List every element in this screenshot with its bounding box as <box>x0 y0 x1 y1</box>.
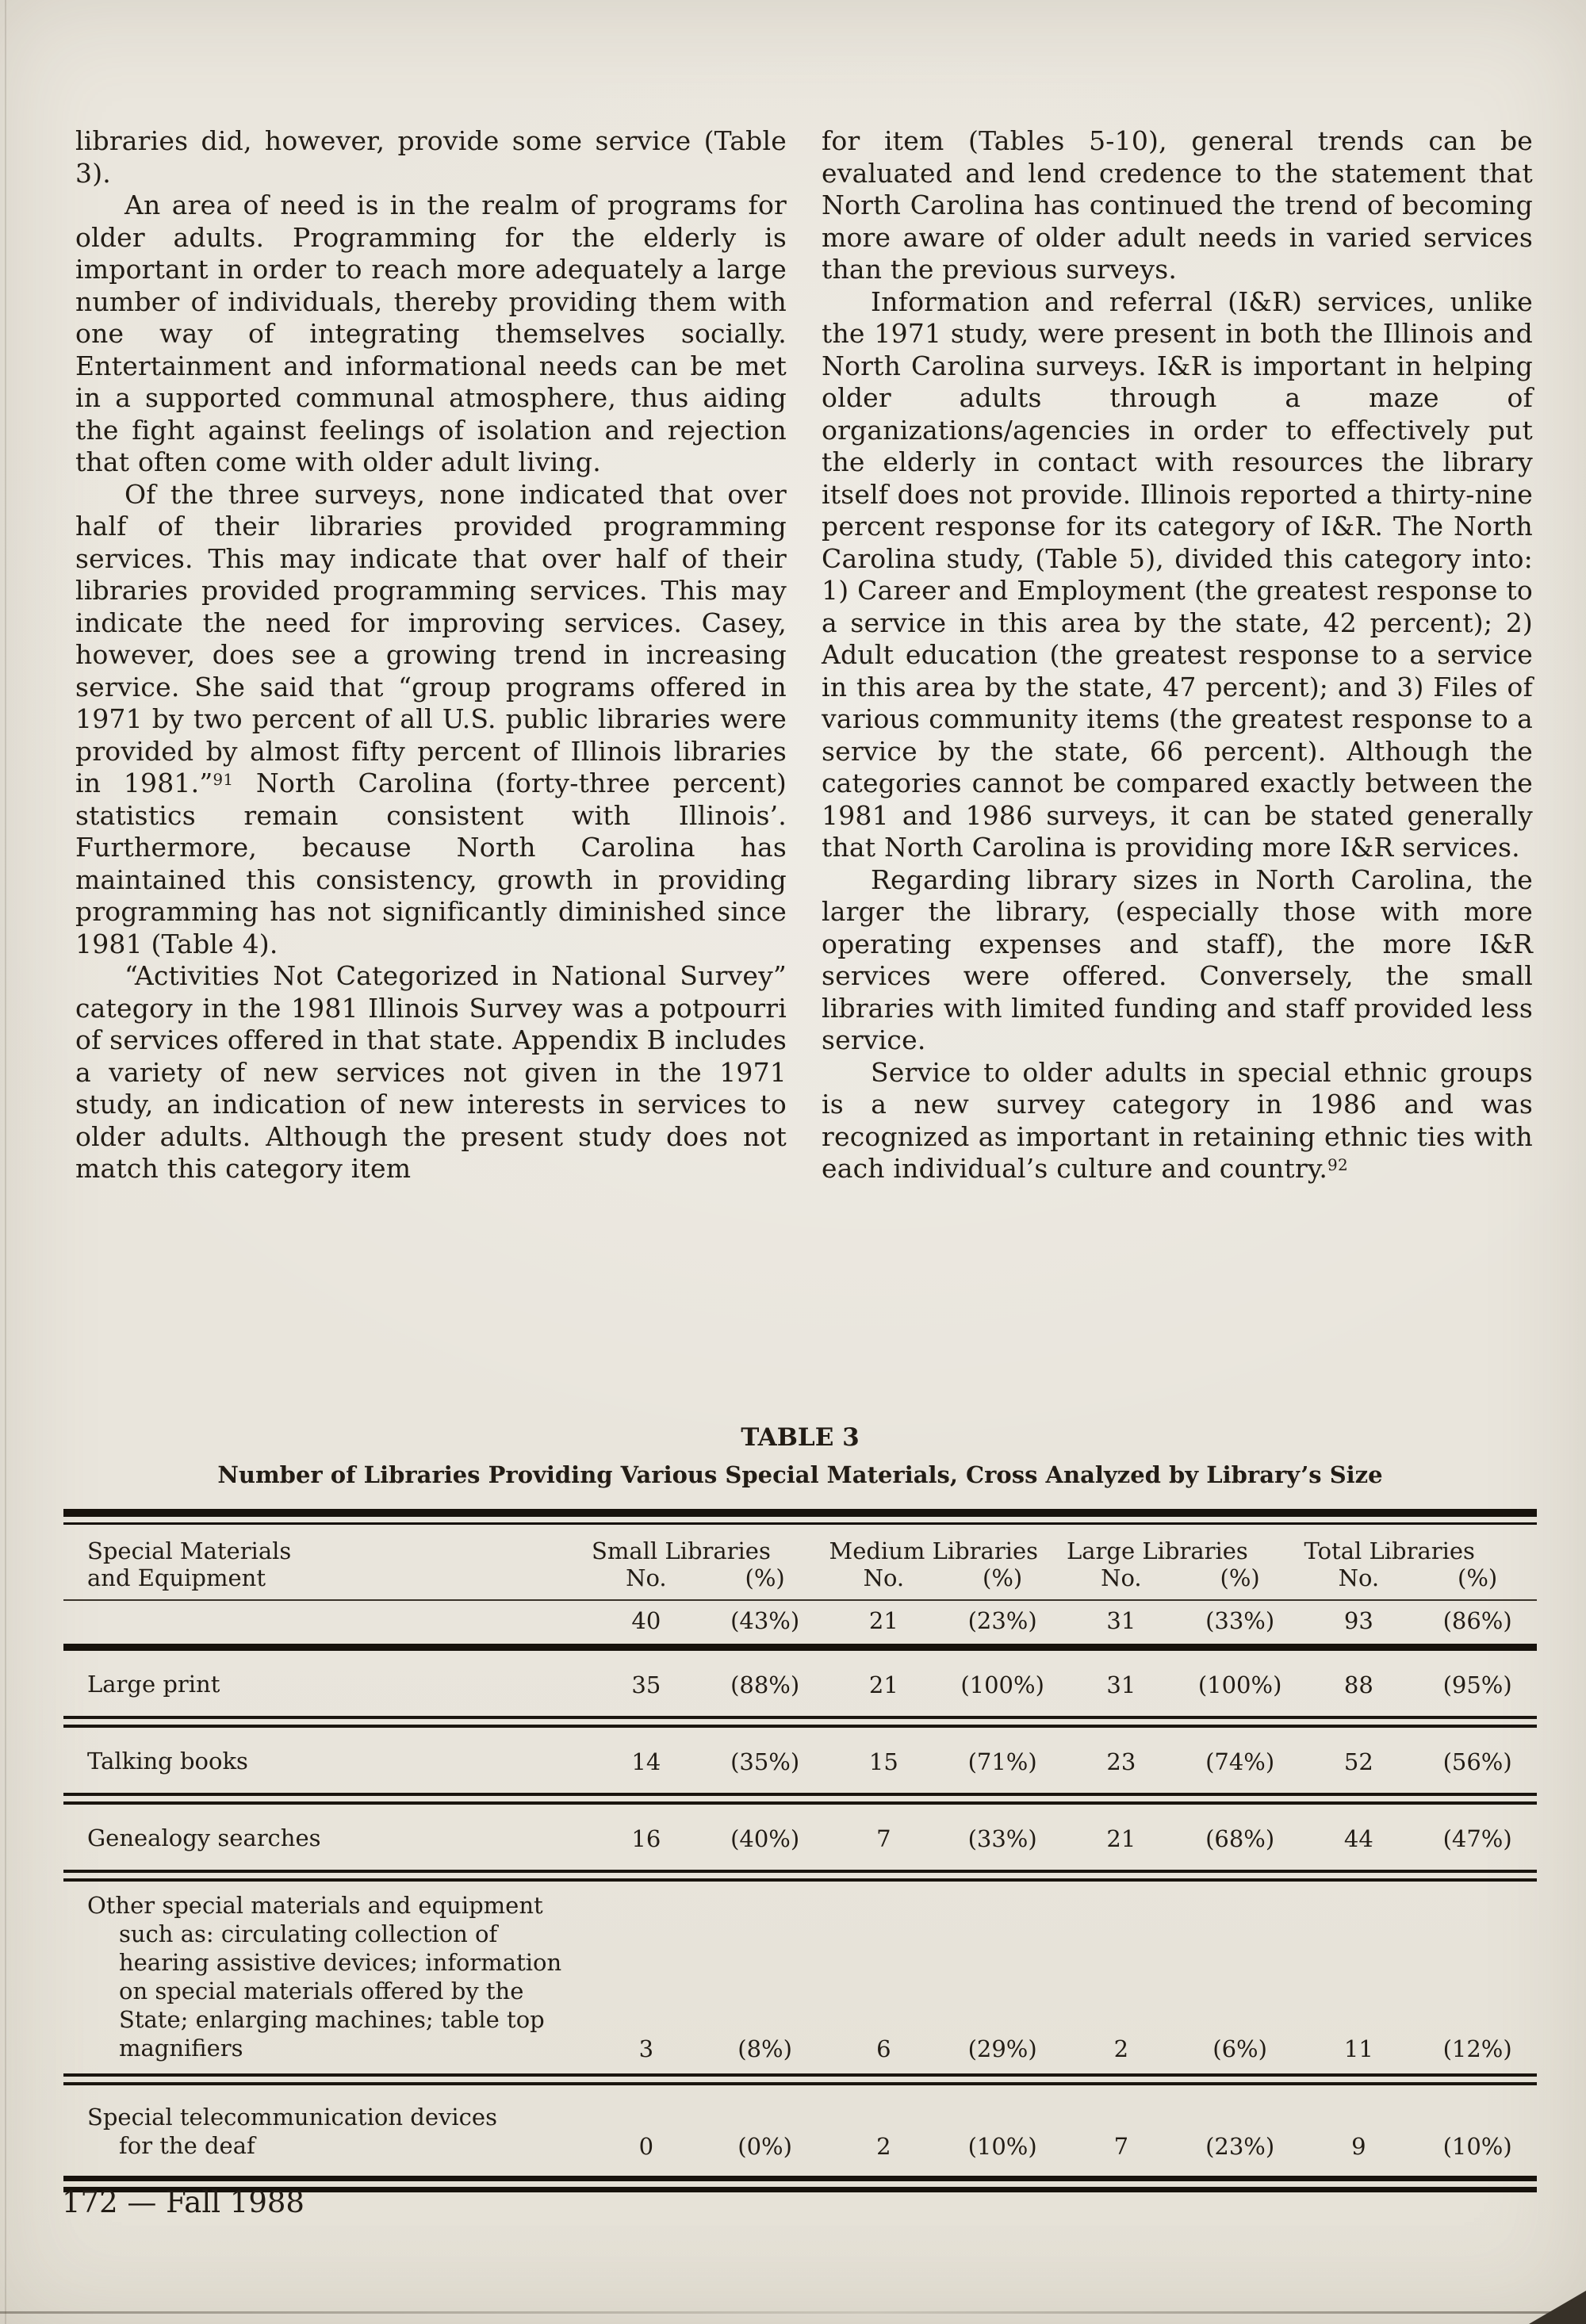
table-cell-value: (0%) <box>737 2133 792 2160</box>
table-row-label-line: on special materials offered by the <box>119 1978 524 2004</box>
table-total-no: 40 <box>631 1607 661 1634</box>
scan-corner-shadow <box>1529 2291 1586 2324</box>
column-left <box>75 125 787 1185</box>
table-cell-value: 23 <box>1106 1748 1136 1775</box>
table-stub-header-line2: and Equipment <box>87 1564 266 1591</box>
table-cell-value: (100%) <box>960 1671 1044 1698</box>
table-row-label-line: Other special materials and equipment <box>87 1892 543 1919</box>
table-col-header-no: No. <box>1101 1564 1142 1591</box>
table-col-header-pct: (%) <box>1458 1564 1498 1591</box>
table-row-rule <box>63 1716 1537 1728</box>
table-header-bottom-rule <box>63 1644 1537 1651</box>
table-total-pct: (33%) <box>1205 1607 1275 1634</box>
table-col-header-pct: (%) <box>983 1564 1023 1591</box>
table-total-no: 31 <box>1106 1607 1136 1634</box>
table-row-rule <box>63 1793 1537 1805</box>
table-row-rule <box>63 2073 1537 2085</box>
table-cell-value: (8%) <box>737 2035 792 2062</box>
table-cell-value: 14 <box>631 1748 661 1775</box>
table-cell-value: 16 <box>631 1825 661 1852</box>
table-row-label-line: such as: circulating collection of <box>119 1920 498 1947</box>
text-segment: for item (Tables 5-10), general trends can be evaluated and lend credence to the statement that North Carolina has continued the trend of becoming more aware of older adult needs in varied services than the previous surveys. <box>822 125 1533 285</box>
table-top-rule <box>63 1509 1537 1525</box>
table-cell-value: (29%) <box>967 2035 1037 2062</box>
table-cell-value: (68%) <box>1205 1825 1275 1852</box>
table-row-label-line: State; enlarging machines; table top <box>119 2006 545 2033</box>
table-group-row <box>63 1525 1537 1564</box>
paragraph <box>75 125 787 190</box>
table-row-rule <box>63 1870 1537 1882</box>
table-cell-value: 3 <box>638 2035 654 2062</box>
table-stub-spacer <box>63 1607 587 1634</box>
table-cell-value: 9 <box>1351 2133 1366 2160</box>
table-cell-value: (10%) <box>1442 2133 1512 2160</box>
table-col-header-pct: (%) <box>745 1564 785 1591</box>
paragraph <box>822 286 1533 864</box>
table-total-pct: (86%) <box>1442 1607 1512 1634</box>
table-cell-value: 2 <box>1113 2035 1129 2062</box>
table-cell-value: 11 <box>1343 2035 1373 2062</box>
paragraph <box>822 1057 1533 1185</box>
table-row-label-line: Talking books <box>87 1748 248 1775</box>
table-cell-value: 88 <box>1343 1671 1373 1698</box>
table-row-label-line: Special telecommunication devices <box>87 2104 497 2131</box>
table-row-label <box>63 1891 587 2062</box>
table-col-header-no: No. <box>1338 1564 1380 1591</box>
table-title: TABLE 3 <box>741 1423 860 1452</box>
table-row-label <box>63 2103 587 2160</box>
footnote-ref: 91 <box>213 770 234 789</box>
table-group-header: Total Libraries <box>1304 1537 1475 1564</box>
table-subtitle: Number of Libraries Providing Various Special Materials, Cross Analyzed by Library’s Size <box>217 1461 1383 1488</box>
table-cell-value: (47%) <box>1442 1825 1512 1852</box>
table-cell-value: (100%) <box>1197 1671 1282 1698</box>
table-row <box>63 1728 1537 1793</box>
table-cell-value: 2 <box>876 2133 891 2160</box>
table-cell-value: (23%) <box>1205 2133 1275 2160</box>
table-cell-value: (56%) <box>1442 1748 1512 1775</box>
table-cell-value: 0 <box>638 2133 654 2160</box>
text-segment: Service to older adults in special ethnic groups is a new survey category in 1986 and was recognized as important in retaining ethnic ties with each individual’s culture and country. <box>822 1056 1533 1184</box>
table-cell-value: (10%) <box>967 2133 1037 2160</box>
table-rows <box>63 1651 1537 2176</box>
text-segment: “Activities Not Categorized in National Survey” category in the 1981 Illinois Survey was a potpourri of services offered in that state. Appendix B includes a variety of new services not given in the 1971 study, an indication of new interests in services to older adults. Although the present study does not match this category item <box>75 960 787 1184</box>
table-row-label-line: hearing assistive devices; information <box>119 1949 562 1976</box>
table-col-header-pct: (%) <box>1220 1564 1260 1591</box>
table-row-label-line: Large print <box>87 1671 220 1698</box>
table-row-label <box>63 1670 587 1698</box>
paragraph <box>75 960 787 1185</box>
table-subhead-row <box>63 1564 1537 1599</box>
table-col-header-no: No. <box>626 1564 667 1591</box>
table-3 <box>63 1423 1537 2192</box>
table-cell-value: (40%) <box>730 1825 800 1852</box>
table-cell-value: 52 <box>1343 1748 1373 1775</box>
paragraph <box>75 190 787 479</box>
table-row-label-line: magnifiers <box>119 2035 243 2062</box>
text-segment: An area of need is in the realm of programs for older adults. Programming for the elderly is important in order to reach more adequately a large number of individuals, thereby providing them with one way of integrating themselves socially. Entertainment and informational needs can be met in a supported communal atmosphere, thus aiding the fight against feelings of isolation and rejection that often come with older adult living. <box>75 190 787 477</box>
table-cell-value: 35 <box>631 1671 661 1698</box>
table-totals-row <box>63 1601 1537 1644</box>
text-segment: libraries did, however, provide some service (Table 3). <box>75 125 787 189</box>
table-cell-value: (95%) <box>1442 1671 1512 1698</box>
table-cell-value: (33%) <box>967 1825 1037 1852</box>
text-segment: Regarding library sizes in North Carolina, the larger the library, (especially those with more operating expenses and staff), the more I&R services were offered. Conversely, the small libraries with limited funding and staff provided less service. <box>822 863 1533 1055</box>
table-row <box>63 2085 1537 2176</box>
table-row <box>63 1651 1537 1716</box>
table-total-no: 93 <box>1343 1607 1373 1634</box>
table-cell-value: 6 <box>876 2035 891 2062</box>
scan-left-edge-line <box>5 0 6 2324</box>
page-number-footer: 172 — Fall 1988 <box>62 2185 305 2219</box>
table-total-no: 21 <box>868 1607 898 1634</box>
column-right <box>822 125 1533 1185</box>
table-cell-value: 7 <box>876 1825 891 1852</box>
table-row-label-line: for the deaf <box>119 2132 255 2159</box>
table-row <box>63 1882 1537 2073</box>
text-segment: North Carolina (forty-three percent) statistics remain consistent with Illinois’. Furthermore, because North Carolina has maintained this consistency, growth in providing programming has not significantly diminished since 1981 (Table 4). <box>75 768 787 959</box>
scan-bottom-edge-line <box>0 2311 1586 2314</box>
table-group-header: Small Libraries <box>592 1537 771 1564</box>
table-stub-header-line1: Special Materials <box>87 1537 292 1564</box>
table-row-label <box>63 1747 587 1775</box>
table-cell-value: (35%) <box>730 1748 800 1775</box>
table-cell-value: (12%) <box>1442 2035 1512 2062</box>
paragraph <box>822 125 1533 286</box>
paragraph <box>75 479 787 961</box>
table-cell-value: 21 <box>1106 1825 1136 1852</box>
table-cell-value: 7 <box>1113 2133 1129 2160</box>
table-cell-value: 31 <box>1106 1671 1136 1698</box>
table-cell-value: (74%) <box>1205 1748 1275 1775</box>
table-group-header: Large Libraries <box>1067 1537 1248 1564</box>
table-cell-value: (88%) <box>730 1671 800 1698</box>
table-group-header: Medium Libraries <box>829 1537 1039 1564</box>
text-segment: Of the three surveys, none indicated that over half of their libraries provided programming services. This may indicate that over half of their libraries provided programming services. This may indicate the need for improving services. Casey, however, does see a growing trend in increasing service. She said that “group programs offered in 1971 by two percent of all U.S. public libraries were provided by almost fifty percent of Illinois libraries in 1981.” <box>75 478 787 798</box>
table-col-header-no: No. <box>863 1564 905 1591</box>
table-total-pct: (43%) <box>730 1607 800 1634</box>
footnote-ref: 92 <box>1327 1155 1348 1174</box>
table-cell-value: 21 <box>868 1671 898 1698</box>
table-cell-value: 44 <box>1343 1825 1373 1852</box>
text-segment: Information and referral (I&R) services, unlike the 1971 study, were present in both the Illinois and North Carolina surveys. I&R is important in helping older adults through a maze of organizations/agencies in order to effectively put the elderly in contact with resources the library itself does not provide. Illinois reported a thirty-nine percent response for its category of I&R. The North Carolina study, (Table 5), divided this category into: 1) Career and Employment (the greatest response to a service in this area by the state, 42 percent); 2) Adult education (the greatest response to a service in this area by the state, 47 percent); and 3) Files of various community items (the greatest response to a service by the state, 66 percent). Although the categories cannot be compared exactly between the 1981 and 1986 surveys, it can be stated generally that North Carolina is providing more I&R services. <box>822 285 1533 863</box>
table-row-label-line: Genealogy searches <box>87 1824 321 1851</box>
paragraph <box>822 864 1533 1057</box>
table-row <box>63 1805 1537 1870</box>
table-cell-value: (71%) <box>967 1748 1037 1775</box>
table-cell-value: (6%) <box>1212 2035 1267 2062</box>
table-total-pct: (23%) <box>967 1607 1037 1634</box>
table-row-label <box>63 1824 587 1852</box>
table-cell-value: 15 <box>868 1748 898 1775</box>
